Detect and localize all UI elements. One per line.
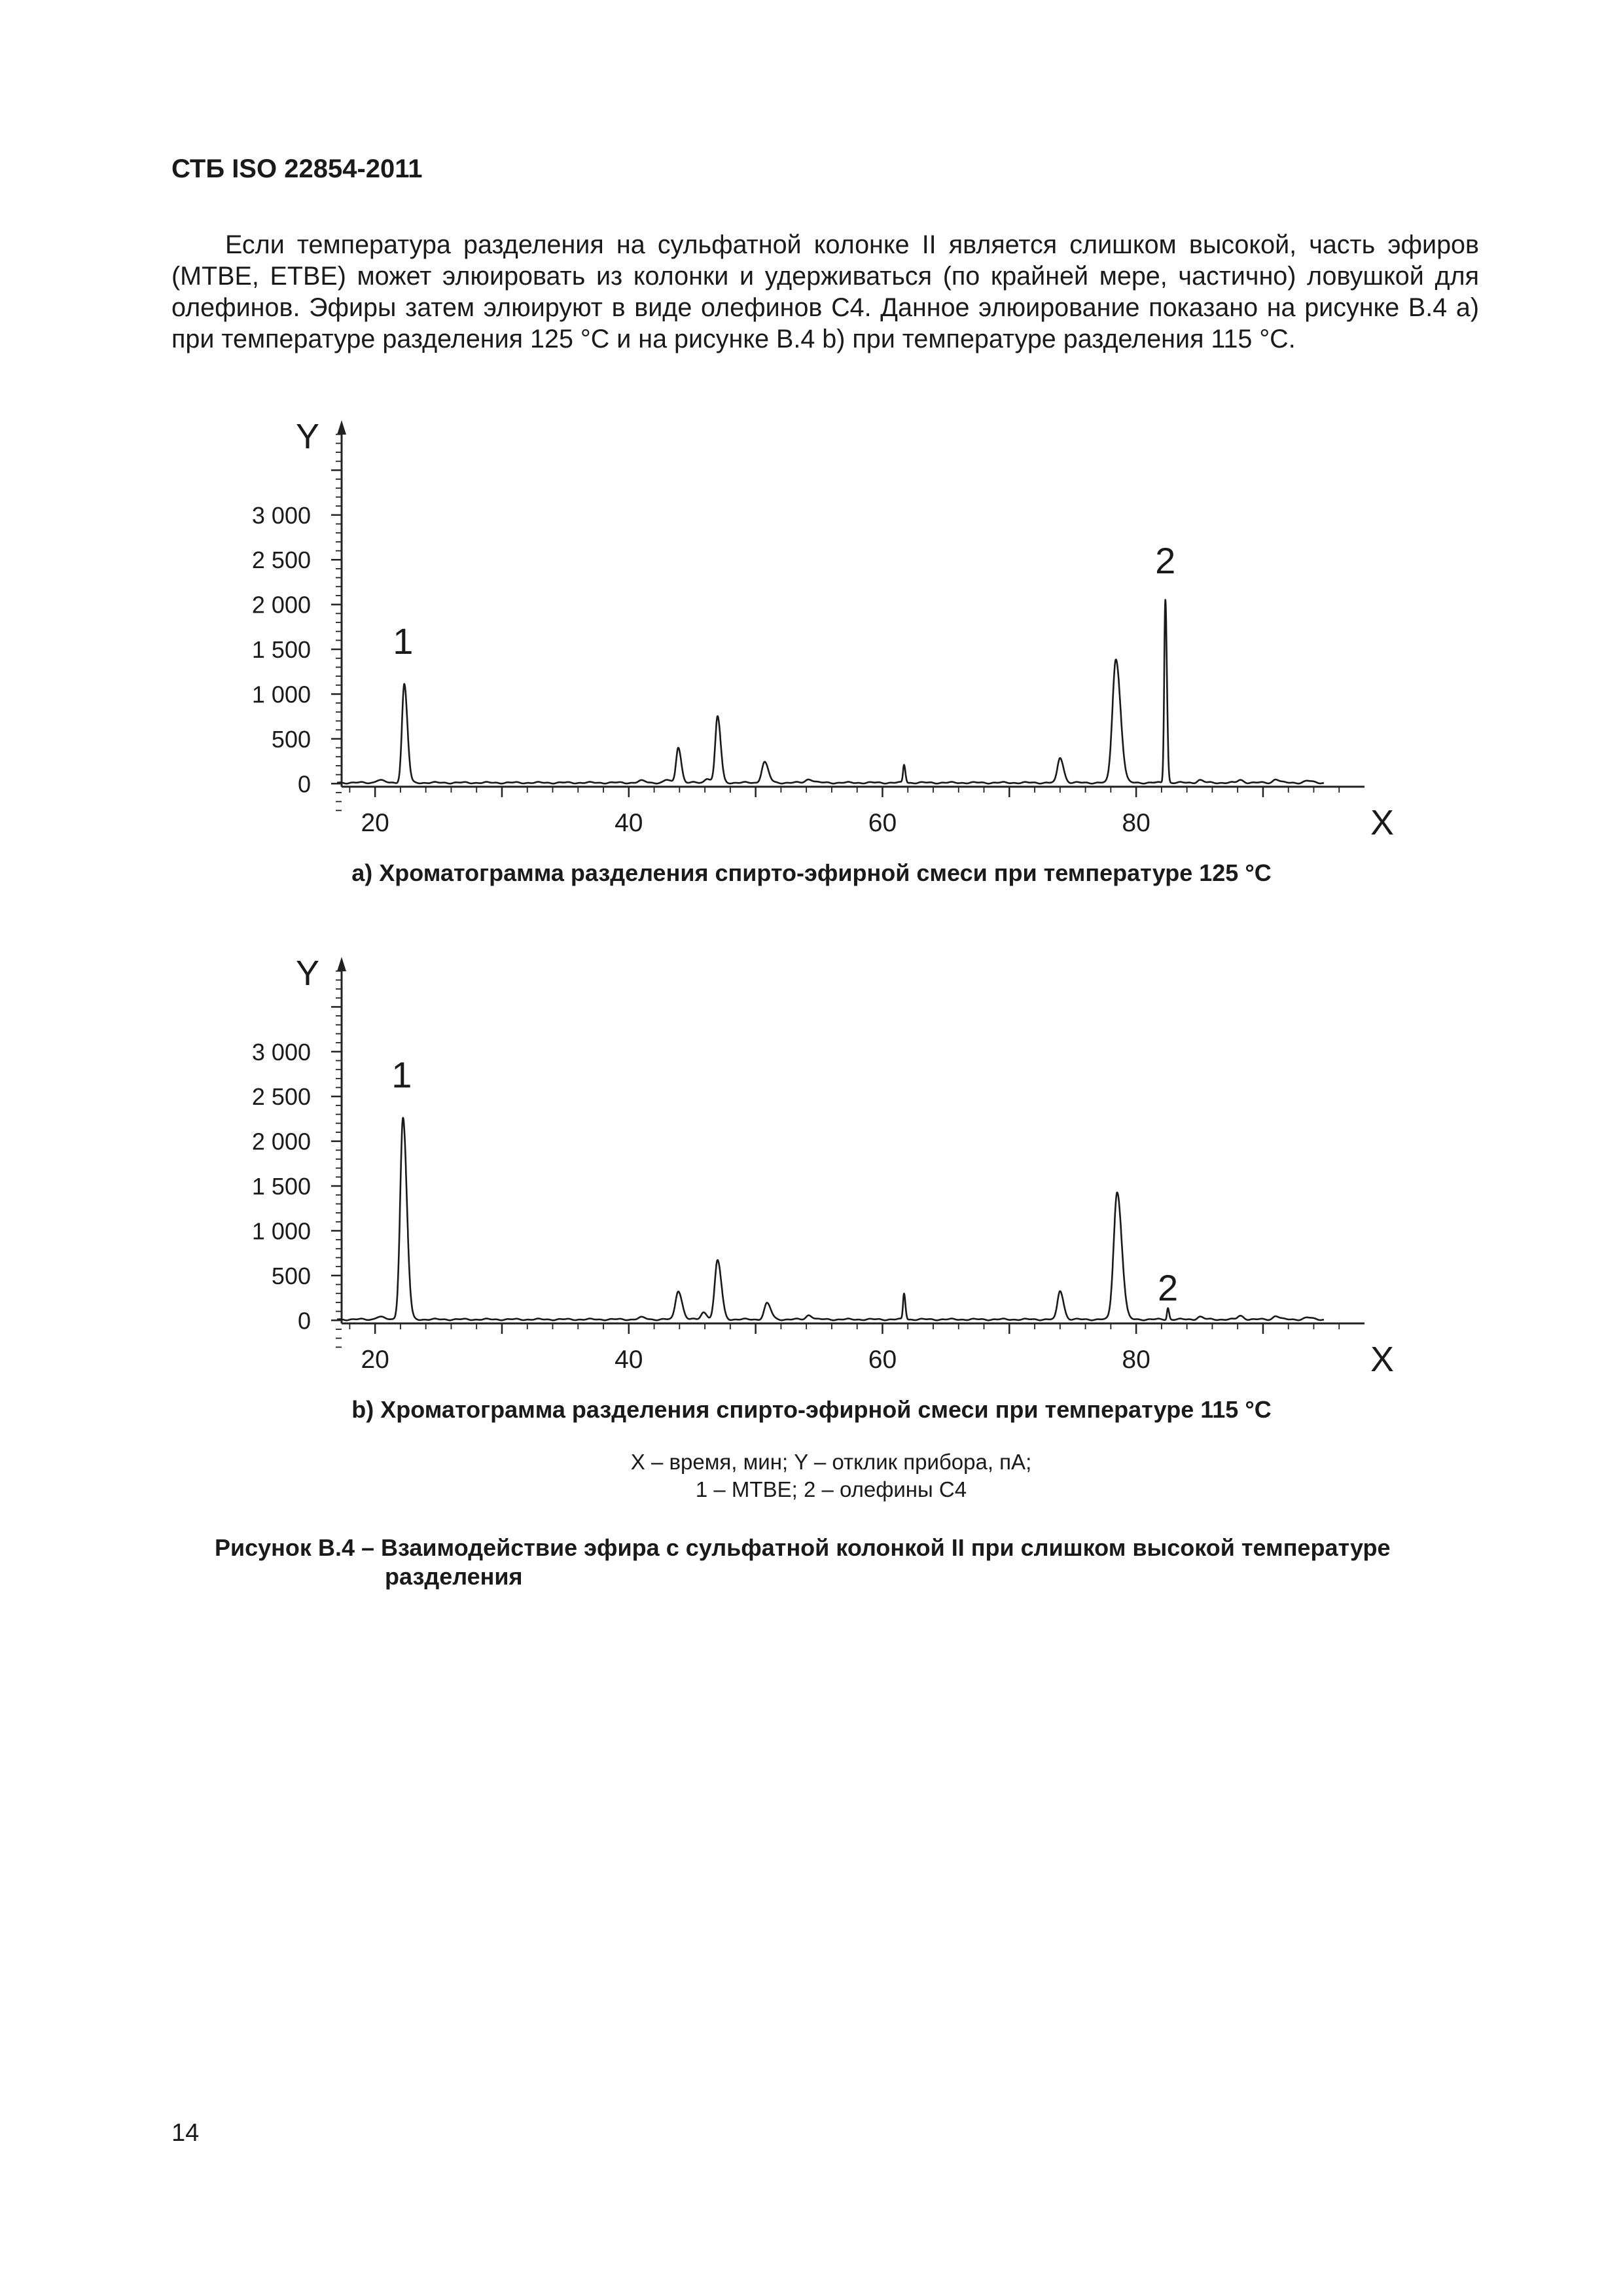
x-axis-label: X [1370,1340,1395,1379]
y-tick-label: 0 [297,1307,311,1335]
y-tick-label: 2 500 [251,1083,311,1111]
axis-legend [0,1448,1623,1503]
y-tick-label: 2 500 [251,547,311,574]
y-tick-label: 1 500 [251,636,311,664]
x-tick-label: 80 [1122,1346,1150,1374]
x-tick-label: 80 [1122,809,1150,837]
peak-label: 1 [393,620,414,662]
y-tick-label: 1 000 [251,1217,311,1245]
caption-b: b) Хроматограмма разделения спирто-эфирной смеси при температуре 115 °С [351,1396,1272,1423]
y-axis-arrow [337,957,346,971]
document-header: СТБ ISO 22854-2011 [171,154,423,183]
x-tick-label: 20 [361,809,389,837]
chromatogram-125 [0,406,1623,864]
y-tick-label: 1 500 [251,1173,311,1200]
y-axis-arrow [337,420,346,435]
peak-label: 2 [1157,1267,1179,1309]
x-tick-label: 20 [361,1346,389,1374]
y-tick-label: 0 [297,770,311,798]
x-tick-label: 60 [868,809,897,837]
x-tick-label: 40 [615,1346,643,1374]
y-tick-label: 3 000 [251,501,311,529]
legend-line-1: X – время, мин; Y – отклик прибора, пА; [630,1450,1032,1474]
y-tick-label: 3 000 [251,1038,311,1066]
y-tick-label: 2 000 [251,591,311,619]
peak-label: 1 [391,1054,412,1096]
y-tick-label: 2 000 [251,1128,311,1155]
body-paragraph: Если температура разделения на сульфатной колонке II является слишком высокой, часть эфиров (MTBE, ETBE) может элюировать из колонки и удерживаться (по крайней мере, частично) ловушкой для олефинов. Эфиры затем элюируют в виде олефинов C4. Данное элюирование показано на рисунке В.4 а) при температуре разделения 125 °С и на рисунке В.4 b) при температуре разделения 115 °С. [171,230,1479,353]
y-axis-label: Y [295,954,320,993]
chromatogram-trace [337,600,1324,783]
x-tick-label: 60 [868,1346,897,1374]
y-tick-label: 500 [271,725,311,753]
legend-line-2: 1 – MTBE; 2 – олефины С4 [695,1477,967,1501]
figure-title-line-1: Рисунок В.4 – Взаимодействие эфира с сульфатной колонкой II при слишком высокой температуре [215,1534,1391,1561]
y-tick-label: 500 [271,1262,311,1289]
peak-label: 2 [1155,539,1176,581]
caption-a: a) Хроматограмма разделения спирто-эфирной смеси при температуре 125 °С [351,859,1272,886]
y-tick-label: 1 000 [251,681,311,708]
figure-title-line-2: разделения [385,1563,523,1590]
page-number: 14 [171,2119,200,2147]
chromatogram-115 [0,942,1623,1401]
y-axis-label: Y [295,417,320,456]
x-tick-label: 40 [615,809,643,837]
figure-title [215,1534,1458,1591]
x-axis-label: X [1370,803,1395,842]
